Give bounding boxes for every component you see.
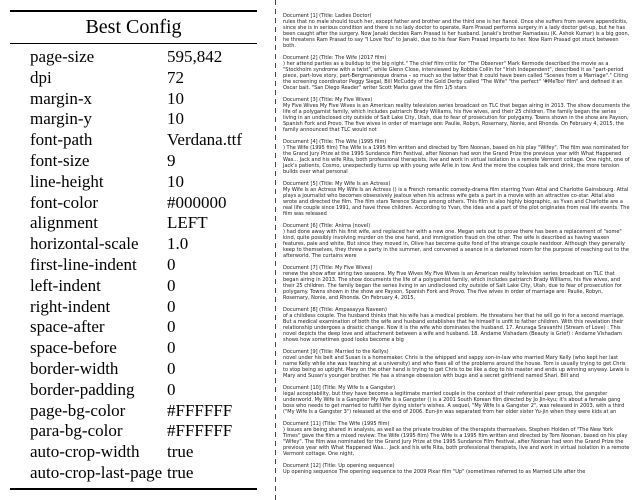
document-block-12 [283,463,630,475]
config-key: margin-x [30,88,93,108]
config-row-font-size [10,151,257,172]
document-block-5 [283,181,630,217]
document-block-3 [283,97,630,133]
best-config-table [10,10,257,490]
config-row-first-line-indent [10,255,257,276]
config-key: page-bg-color [30,400,126,420]
config-value: 0 [167,254,176,274]
document-block-6 [283,223,630,259]
config-key: left-indent [30,275,101,295]
document-header: Document [4] (Title: The Wife (1995 film) [283,139,387,145]
config-row-para-bg-color [10,421,257,442]
config-value: 0 [167,338,176,358]
config-value: 9 [167,150,176,170]
document-block-8 [283,307,630,343]
config-key: margin-y [30,109,93,129]
config-value: #FFFFFF [167,400,233,420]
config-key: auto-crop-width [30,442,140,462]
config-value: 0 [167,317,176,337]
document-body: ) had done away with his first wife, and replaced her with a new one. Megan sets out to prove there has been a replacement of "some" kind, quite possibly involving murder on the one hand, and immigration fraud on the other. The wife is described as having waxen features, pale and white. But since they moved in, Olive has become quite fond of the strange couple nextdoor. Although they generally keep to themselves, they threw a party in the summer, and convened a seance in a darkened room for the purpose of reaching out to the afterworld. The curtains were [283,229,629,259]
config-key: para-bg-color [30,421,123,441]
document-block-2 [283,55,630,91]
config-row-dpi [10,68,257,89]
table-title: Best Config [85,16,182,38]
config-key: dpi [30,67,52,87]
document-header: Document [12] (Title: Up opening sequence) [283,463,395,469]
config-key: right-indent [30,296,111,316]
config-value: true [167,442,194,462]
config-row-space-before [10,338,257,359]
document-body: rules that no male should touch her, except father and brother and the third one is her fiancé. Once she suffers from severe appendicitis, since she is in serious condition and there is no lady doctor to operate, Ram Prasad performs surgery in a lady doctor get-up, but he has been caught after the surgery. Now Janaki decides Ram Prasad is her husband. Janaki's brother Ramadasu (K. Ashok Kumar) is a big goon, he threatens Ram Prasad to say "I Love You" to Janaki, due to his fear Ram Prasad imparts to her. Now Ram Prasad got stuck between both. [283,19,630,49]
config-row-alignment [10,213,257,234]
config-row-border-width [10,359,257,380]
config-key: space-after [30,317,105,337]
config-key: line-height [30,171,104,191]
config-row-auto-crop-last-page [10,463,257,484]
document-body: legal acceptability, but they have become a legitimate married couple in the context of their referential peer group, the gangster underworld. My Wife Is a Gangster My Wife Is a Gangster () is a 2001 South Korean film directed by Jo Jin-kyu; it's about a female gang boss who needs to get married to fulfill her dying sister's wishes. A sequel, "My Wife Is a Gangster 2", was released in 2003, with a third ("My Wife Is a Gangster 3") released at the end of 2006. Eun-jin was separated from her older sister Yu-jin when they were kids at an [283,391,625,415]
config-key: font-color [30,192,98,212]
document-body: of a childless couple. The husband thinks that his wife has a medical problem. He threatens her that he will go in for a second marriage. But a medical examination of both the wife and husband establishes that he himself is unfit to father children. With this revelation their relationship undergoes a drastic change. Now it is the wife who dominates the husband. 17. Anuraga Sravanthi (Stream of Love) : This novel depicts the deep love and attachment between a wife and husband. 18. Andame Vishadam (Beauty is Grief) : Andame Vishadam shows how sometimes good looks become a big [283,313,625,343]
config-row-page-bg-color [10,401,257,422]
config-value: 0 [167,358,176,378]
document-header: Document [10] (Title: My Wife Is a Gangster) [283,385,396,391]
document-header: Document [6] (Title: Anima (novel) [283,223,371,229]
config-value: 10 [167,88,184,108]
table-bottom-rule [10,488,257,490]
config-value: 1.0 [167,234,189,254]
config-row-right-indent [10,297,257,318]
config-value: 0 [167,296,176,316]
config-key: border-padding [30,379,135,399]
document-header: Document [11] (Title: The Wife (1995 film) [283,421,390,427]
document-block-7 [283,265,630,301]
config-row-auto-crop-width [10,442,257,463]
documents-column [283,13,630,481]
config-row-border-padding [10,380,257,401]
config-value: true [167,462,194,482]
document-block-10 [283,385,630,415]
document-body: ) issues are being shared in analysis, as well as the private troubles of the therapists themselves. Stephen Holden of "The New York Times" gave the film a mixed review: The Wife (1995 film) The Wife is a 1995 film written and directed by Tom Noonan, based on his play "Wifey". The film was nominated for the Grand Jury Prize at the 1995 Sundance Film Festival, after Noonan had won the Grand Prize the previous year with What Happened Was... Jack and his wife Rita, both professional therapists, live and work in virtual isolation in a remote Vermont cottage. One night, [283,427,630,457]
dashed-divider [275,0,276,500]
config-rows [10,44,257,488]
config-key: first-line-indent [30,254,137,274]
config-key: border-width [30,358,119,378]
document-header: Document [7] (Title: My Five Wives) [283,265,373,271]
document-header: Document [3] (Title: My Five Wives) [283,97,373,103]
config-value: 10 [167,171,184,191]
document-header: Document [2] (Title: The Wife (2017 film) [283,55,387,61]
document-block-9 [283,349,630,379]
config-row-horizontal-scale [10,234,257,255]
config-value: Verdana.ttf [167,130,243,150]
document-header: Document [5] (Title: My Wife Is an Actress) [283,181,391,187]
config-key: horizontal-scale [30,234,139,254]
config-key: alignment [30,213,98,233]
document-body: My Wife Is an Actress My Wife Is an Actress () is a French romantic comedy-drama film starring Yvan Attal and Charlotte Gainsbourg. Attal plays a journalist who becomes obsessively jealous when his actress wife gets a part in a movie with an attractive co-star. Attal also wrote and directed the film. The film stars Terence Stamp among others. This film is also highly biographic, as Yvan and Charlotte are a real life couple since 1991, and have three children. According to Yvan, the idea and a part of the plot originates from real life events. The film was released [283,187,630,217]
config-key: page-size [30,47,95,66]
document-body: ) The Wife (1995 film) The Wife is a 1995 film written and directed by Tom Noonan, based on his play "Wifey". The film was nominated for the Grand Jury Prize at the 1995 Sundance Film Festival, after Noonan had won the Grand Prize the previous year with What Happened Was... Jack and his wife Rita, both professional therapists, live and work in virtual isolation in a remote Vermont cottage. One night, one of Jack's patients, Cosmo, unexpectedly turns up with young wife Arlie in tow. And the more the couples talk and drink, the more tension builds over what personal [283,145,630,175]
config-key: auto-crop-last-page [30,462,163,482]
document-header: Document [9] (Title: Married to the Kellys) [283,349,389,355]
config-value: #FFFFFF [167,421,233,441]
config-row-line-height [10,172,257,193]
config-value: 595,842 [167,47,223,66]
config-row-page-size [10,47,257,68]
config-value: 72 [167,67,184,87]
config-value: 10 [167,109,184,129]
config-value: 0 [167,275,176,295]
config-row-font-color [10,193,257,214]
document-body: renew the show after airing two seasons. My Five Wives My Five Wives is an American reality television series broadcast on TLC that began airing in 2013. The show documents the life of a polygamist family, which includes patriarch Brady Williams, his five wives, and their 25 children. The family began the series living in an undisclosed city outside of Salt Lake City, Utah, due to fear of prosecution for polygamy. Towns shown in the show are Payson, Spanish Fork and Provo. The five wives in order of marriage are: Paulie, Robyn, Rosemary, Nonie, and Rhonda. On February 4, 2015, [283,271,622,301]
document-block-4 [283,139,630,175]
document-header: Document [1] (Title: Ladies Doctor) [283,13,372,19]
config-value: 0 [167,379,176,399]
document-body: My Five Wives My Five Wives is an American reality television series broadcast on TLC that began airing in 2013. The show documents the life of a polygamist family, which includes patriarch Brady Williams, his five wives, and their 25 children. The family began the series living in an undisclosed city outside of Salt Lake City, Utah, due to fear of prosecution for polygamy. Towns shown in the show are Payson, Spanish Fork and Provo. The five wives in order of marriage are: Paulie, Robyn, Rosemary, Nonie, and Rhonda. On February 4, 2015, the family announced that TLC would not [283,103,630,133]
document-body: ) her attend parties as a buildup to the big night." The chief film critic for "The Observer" Mark Kermode described the movie as a "Stockholm syndrome with a twist", while Glenn Close, interviewed by Robbie Collin for "Irish Independent", described it as "part-period piece, part-love story, part-Bergmanesque drama – so much so the latter that it could have been called "Scenes from a Marriage"." Citing the screening coordinator Peggy Siegal, Bill McCuddy of the Gold Derby called "The Wife" "the perfect" '#MeToo' film" and defined it an Oscar bait. "San Diego Reader" writer Scott Marks gave the film 1/5 stars [283,61,629,91]
config-row-margin-x [10,89,257,110]
config-row-left-indent [10,276,257,297]
config-row-space-after [10,317,257,338]
config-row-margin-y [10,109,257,130]
config-value: LEFT [167,213,208,233]
config-value: #000000 [167,192,227,212]
config-row-font-path [10,130,257,151]
config-key: font-path [30,130,93,150]
document-body: novel under his belt and Susan is a homemaker. Chris is the whipped and sappy son-in-law who married Mary Kelly (who kept her last name Kelly while she was teaching at a university) and who fixes all of the problems around the house. Tom is usually trying to get Chris to stop being so uptight. Mary on the other hand is trying to get Chris to be like a dog to his master and ends up winning anyway. Lewis is Mary and Susan's younger brother. He has a strange obsession with bugs and a secret girlfriend named Shari. Bill and [283,355,629,379]
config-key: space-before [30,338,117,358]
config-key: font-size [30,150,90,170]
document-block-11 [283,421,630,457]
document-body: Up opening sequence The opening sequence to the 2009 Pixar film "Up" (sometimes referred to as Married Life after the [283,469,586,475]
document-header: Document [8] (Title: Ampasayya Naveen) [283,307,387,313]
document-block-1 [283,13,630,49]
